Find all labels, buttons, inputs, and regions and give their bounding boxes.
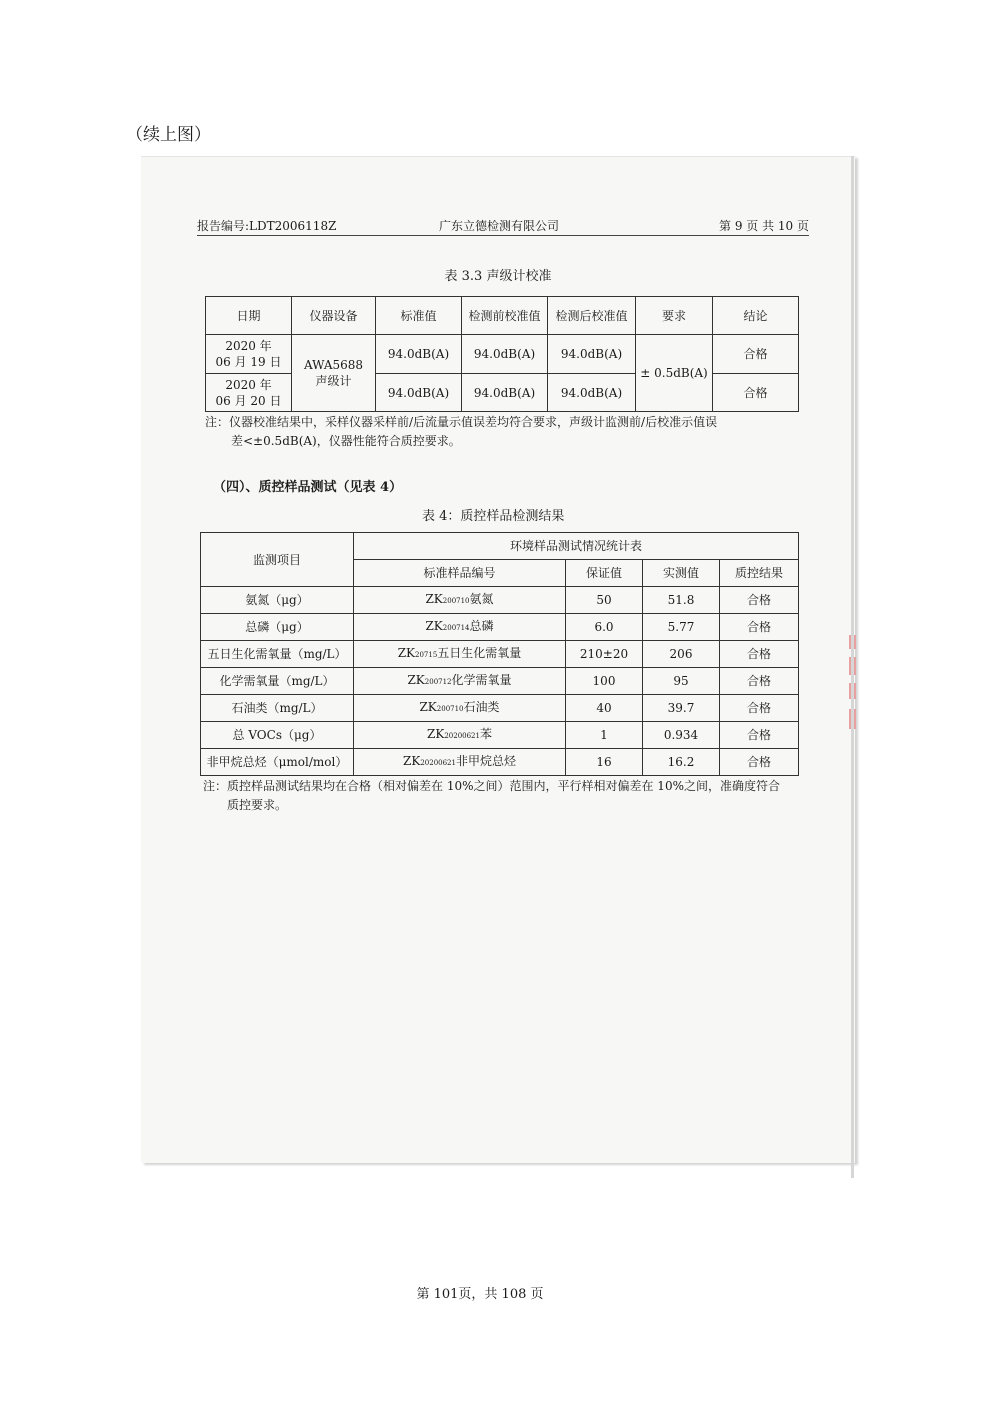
date-year: 2020 年: [225, 377, 272, 392]
code-cell: [354, 641, 566, 668]
qc-result: 合格: [720, 695, 799, 722]
date-day: 06 月 20 日: [215, 393, 282, 408]
scanned-page: [141, 156, 855, 1163]
table-4-title: 表 4：质控样品检测结果: [422, 509, 565, 524]
item-cell: 总磷（μg）: [201, 614, 354, 641]
guaranteed-value: 100: [566, 668, 643, 695]
standard-value: 94.0dB(A): [376, 335, 462, 374]
code-name: 五日生化需氧量: [437, 646, 522, 660]
item-cell: 非甲烷总烃（μmol/mol）: [201, 749, 354, 776]
item-cell: 石油类（mg/L）: [201, 695, 354, 722]
code-name: 苯: [479, 727, 492, 741]
code-number: 20200621: [444, 732, 480, 740]
code-name: 氨氮: [469, 592, 494, 606]
code-cell: [354, 668, 566, 695]
header-cell: 检测后校准值: [548, 297, 636, 335]
code-number: 20200621: [420, 759, 456, 767]
subheader-cell: 保证值: [566, 560, 643, 587]
code-cell: [354, 749, 566, 776]
table-row: [201, 587, 799, 614]
page-footer: 第 101页，共 108 页: [416, 1287, 544, 1302]
group-header: 环境样品测试情况统计表: [354, 533, 799, 560]
code-cell: [354, 587, 566, 614]
code-cell: [354, 722, 566, 749]
section-4-heading: （四）、质控样品测试（见表 4）: [213, 480, 403, 495]
date-year: 2020 年: [225, 339, 272, 353]
note-line: 质控要求。: [227, 798, 288, 812]
qc-result: 合格: [720, 749, 799, 776]
code-prefix: ZK: [419, 700, 437, 714]
measured-value: 39.7: [643, 695, 720, 722]
code-number: 200714: [442, 624, 470, 632]
equipment-cell: [292, 335, 376, 412]
scan-edge-shadow: [851, 156, 854, 1178]
table-row: [201, 614, 799, 641]
note-line: 差<±0.5dB(A)，仪器性能符合质控要求。: [231, 434, 461, 448]
code-name: 石油类: [463, 700, 500, 714]
table-row: [201, 722, 799, 749]
subheader-cell: 标准样品编号: [354, 560, 566, 587]
equipment-model: AWA5688: [303, 358, 364, 372]
item-header: 监测项目: [201, 533, 354, 587]
qc-result: 合格: [720, 668, 799, 695]
table-header-row: [201, 533, 799, 560]
date-day: 06 月 19 日: [215, 355, 282, 369]
note-line: 注：仪器校准结果中，采样仪器采样前/后流量示值误差均符合要求，声级计监测前/后校准示值误: [205, 415, 718, 429]
header-cell: 日期: [206, 297, 292, 335]
code-cell: [354, 614, 566, 641]
header-cell: 检测前校准值: [462, 297, 548, 335]
sound-level-calibration-table: [205, 296, 799, 412]
code-prefix: ZK: [425, 592, 443, 606]
code-prefix: ZK: [403, 754, 421, 768]
guaranteed-value: 210±20: [566, 641, 643, 668]
header-divider: [197, 235, 809, 236]
code-number: 200710: [436, 705, 464, 713]
header-cell: 要求: [636, 297, 713, 335]
code-name: 化学需氧量: [451, 673, 512, 687]
code-name: 非甲烷总烃: [455, 754, 516, 768]
code-number: 20715: [415, 651, 438, 659]
standard-value: 94.0dB(A): [376, 374, 462, 412]
measured-value: 16.2: [643, 749, 720, 776]
item-cell: 氨氮（μg）: [201, 587, 354, 614]
conclusion-cell: 合格: [713, 335, 799, 374]
table-row: [201, 749, 799, 776]
header-cell: 标准值: [376, 297, 462, 335]
qc-result: 合格: [720, 641, 799, 668]
code-prefix: ZK: [407, 673, 425, 687]
qc-note: [203, 777, 803, 815]
before-value: 94.0dB(A): [462, 335, 548, 374]
measured-value: 51.8: [643, 587, 720, 614]
subheader-cell: 质控结果: [720, 560, 799, 587]
item-cell: 化学需氧量（mg/L）: [201, 668, 354, 695]
code-prefix: ZK: [425, 619, 443, 633]
qc-result: 合格: [720, 722, 799, 749]
date-cell: [206, 335, 292, 374]
table-row: [201, 668, 799, 695]
guaranteed-value: 16: [566, 749, 643, 776]
requirement-cell: ± 0.5dB(A): [636, 335, 713, 412]
code-number: 200710: [442, 597, 470, 605]
measured-value: 5.77: [643, 614, 720, 641]
qc-result: 合格: [720, 614, 799, 641]
code-prefix: ZK: [427, 727, 445, 741]
code-name: 总磷: [469, 619, 494, 633]
qc-sample-results-table: [200, 532, 799, 776]
before-value: 94.0dB(A): [462, 374, 548, 412]
guaranteed-value: 1: [566, 722, 643, 749]
item-cell: 五日生化需氧量（mg/L）: [201, 641, 354, 668]
guaranteed-value: 6.0: [566, 614, 643, 641]
guaranteed-value: 40: [566, 695, 643, 722]
calibration-note: [205, 413, 805, 451]
after-value: 94.0dB(A): [548, 335, 636, 374]
company-name: 广东立德检测有限公司: [439, 219, 560, 233]
measured-value: 206: [643, 641, 720, 668]
table-header-row: [206, 297, 799, 335]
note-line: 注：质控样品测试结果均在合格（相对偏差在 10%之间）范围内，平行样相对偏差在 10%之间，准确度符合: [203, 779, 780, 793]
code-number: 200712: [424, 678, 452, 686]
equipment-type: 声级计: [315, 374, 352, 388]
guaranteed-value: 50: [566, 587, 643, 614]
code-prefix: ZK: [397, 646, 415, 660]
date-cell: [206, 374, 292, 412]
subheader-cell: 实测值: [643, 560, 720, 587]
table-row: [201, 695, 799, 722]
table-3-3-title: 表 3.3 声级计校准: [444, 269, 552, 284]
table-row: [206, 335, 799, 374]
item-cell: 总 VOCs（μg）: [201, 722, 354, 749]
report-number: 报告编号:LDT2006118Z: [197, 219, 337, 233]
measured-value: 0.934: [643, 722, 720, 749]
report-page-info: 第 9 页 共 10 页: [719, 219, 809, 233]
code-cell: [354, 695, 566, 722]
qc-result: 合格: [720, 587, 799, 614]
header-cell: 结论: [713, 297, 799, 335]
table-row: [201, 641, 799, 668]
conclusion-cell: 合格: [713, 374, 799, 412]
measured-value: 95: [643, 668, 720, 695]
after-value: 94.0dB(A): [548, 374, 636, 412]
continued-caption: （续上图）: [126, 125, 211, 145]
header-cell: 仪器设备: [292, 297, 376, 335]
